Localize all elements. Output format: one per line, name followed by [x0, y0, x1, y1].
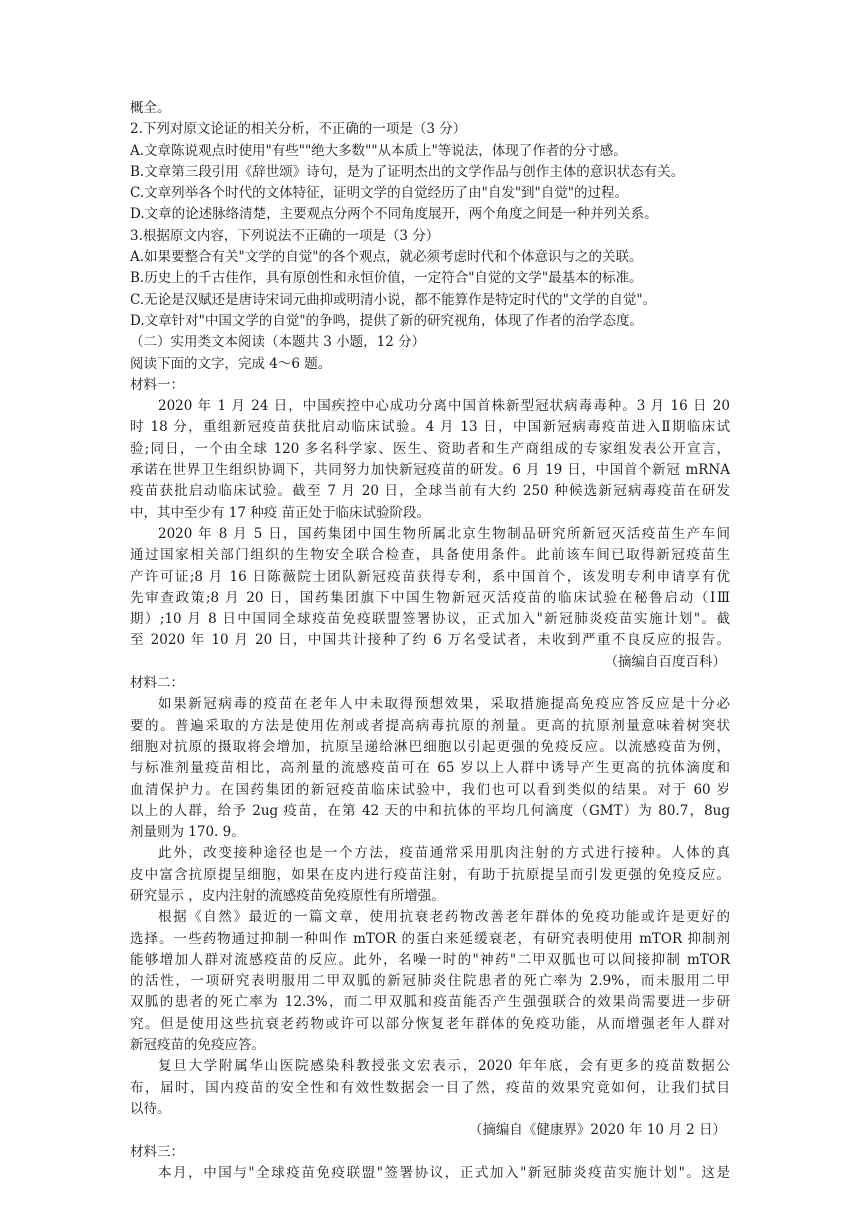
text-line: 如果新冠病毒的疫苗在老年人中未取得预想效果，采取措施提高免疫应答反应是十分必 — [158, 696, 730, 713]
text-line: 新冠疫苗的免疫应答。 — [130, 1037, 265, 1054]
text-line: 选择。一些药物通过抑制一种叫作 mTOR 的蛋白来延缓衰老，有研究表明使用 mTOR 抑制剂 — [130, 930, 730, 947]
text-line: 双胍的患者的死亡率为 12.3%，而二甲双胍和疫苗能否产生强强联合的效果尚需要进一步研 — [130, 994, 730, 1011]
text-line: 此外，改变接种途径也是一个方法，疫苗通常采用肌肉注射的方式进行接种。人体的真 — [158, 845, 730, 862]
text-line: 究。但是使用这些抗衰老药物或许可以部分恢复老年群体的免疫功能，从而增强老年人群对 — [130, 1015, 730, 1032]
text-line: A.如果要整合有关"文学的自觉"的各个观点，就必须考虑时代和个体意识与之的关联。 — [130, 249, 643, 266]
text-line: 先审查政策;8 月 20 日，国药集团旗下中国生物新冠灭活疫苗的临床试验在秘鲁启动（IⅢ — [130, 589, 730, 606]
text-line: 剂量则为 170. 9。 — [130, 824, 245, 841]
text-line: （摘编自《健康界》2020 年 10 月 2 日） — [468, 1122, 726, 1139]
text-line: A.文章陈说观点时使用"有些""绝大多数""从本质上"等说法，体现了作者的分寸感。 — [130, 142, 627, 159]
text-line: 产许可证;8 月 16 日陈薇院士团队新冠疫苗获得专利，系中国首个，该发明专利申请享有优 — [130, 568, 730, 585]
document-page — [130, 98, 730, 1184]
text-line: 以上的人群，给予 2ug 疫苗，在第 42 天的中和抗体的平均几何滴度（GMT）为 80.7，8ug — [130, 802, 730, 819]
text-line: 皮中富含抗原提呈细胞，如果在皮内进行疫苗注射，有助于抗原提呈而引发更强的免疫反应。 — [130, 866, 730, 883]
text-line: 时 18 分，重组新冠疫苗获批启动临床试验。4 月 13 日，中国新冠病毒疫苗进入Ⅱ期临床试 — [130, 419, 730, 436]
text-line: 疫苗获批启动临床试验。截至 7 月 20 日，全球当前有大约 250 种候选新冠病毒疫苗在研发 — [130, 483, 730, 500]
text-line: 根据《自然》最近的一篇文章，使用抗衰老药物改善老年群体的免疫功能或许是更好的 — [158, 909, 730, 926]
text-line: C.无论是汉赋还是唐诗宋词元曲抑或明清小说，都不能算作是特定时代的"文学的自觉"。 — [130, 291, 657, 308]
text-line: C.文章列举各个时代的文体特征，证明文学的自觉经历了由"自发"到"自觉"的过程。 — [130, 185, 628, 202]
text-line: 2.下列对原文论证的相关分析，不正确的一项是（3 分） — [130, 121, 467, 138]
text-line: 至 2020 年 10 月 20 日，中国共计接种了约 6 万名受试者，未收到严重不良反应的报告。 — [130, 632, 730, 649]
text-line: 期）;10 月 8 日中国同全球疫苗免疫联盟签署协议，正式加入"新冠肺炎疫苗实施计划"。截 — [130, 611, 730, 628]
text-line: 阅读下面的文字，完成 4～6 题。 — [130, 355, 332, 372]
text-line: 承诺在世界卫生组织协调下，共同努力加快新冠疫苗的研发。6 月 19 日，中国首个新冠 mRNA — [130, 462, 730, 479]
text-line: 验;同日，一个由全球 120 多名科学家、医生、资助者和生产商组成的专家组发表公开宣言， — [130, 440, 730, 457]
text-line: 本月，中国与"全球疫苗免疫联盟"签署协议，正式加入"新冠肺炎疫苗实施计划"。这是 — [158, 1164, 730, 1181]
text-line: 以待。 — [130, 1100, 171, 1117]
text-line: 复旦大学附属华山医院感染科教授张文宏表示，2020 年年底，会有更多的疫苗数据公 — [158, 1058, 730, 1075]
text-line: 布，届时，国内疫苗的安全性和有效性数据会一目了然，疫苗的效果究竟如何，让我们拭目 — [130, 1079, 730, 1096]
text-line: 3.根据原文内容，下列说法不正确的一项是（3 分） — [130, 227, 440, 244]
text-line: 通过国家相关部门组织的生物安全联合检查，具备使用条件。此前该车间已取得新冠疫苗生 — [130, 547, 730, 564]
text-line: 材料一： — [130, 376, 184, 393]
text-line: 与标准剂量疫苗相比，高剂量的流感疫苗可在 65 岁以上人群中诱导产生更高的抗体滴度和 — [130, 760, 730, 777]
text-line: 2020 年 1 月 24 日，中国疾控中心成功分离中国首株新型冠状病毒毒种。3 月 16 日 20 — [158, 398, 730, 415]
text-line: D.文章针对"中国文学的自觉"的争鸣，提供了新的研究视角，体现了作者的治学态度。 — [130, 312, 644, 329]
text-line: 的活性，一项研究表明服用二甲双胍的新冠肺炎住院患者的死亡率为 2.9%，而未服用二甲 — [130, 973, 730, 990]
text-line: 材料三： — [130, 1143, 184, 1160]
text-line: 要的。普遍采取的方法是使用佐剂或者提高病毒抗原的剂量。更高的抗原剂量意味着树突状 — [130, 717, 730, 734]
text-line: 中，其中至少有 17 种疫 苗正处于临床试验阶段。 — [130, 504, 431, 521]
text-line: 血清保护力。在国药集团的新冠疫苗临床试验中，我们也可以看到类似的结果。对于 60 岁 — [130, 781, 730, 798]
text-line: （二）实用类文本阅读（本题共 3 小题，12 分） — [130, 334, 426, 351]
text-line: 细胞对抗原的摄取将会增加，抗原呈递给淋巴细胞以引起更强的免疫反应。以流感疫苗为例， — [130, 738, 730, 755]
text-line: B.历史上的千古佳作，具有原创性和永恒价值，一定符合"自觉的文学"最基本的标准。 — [130, 270, 643, 287]
text-line: 2020 年 8 月 5 日，国药集团中国生物所属北京生物制品研究所新冠灭活疫苗生产车间 — [158, 525, 730, 542]
text-line: 研究显示 ，皮内注射的流感疫苗免疫原性有所增强。 — [130, 887, 445, 904]
text-line: 材料二： — [130, 675, 184, 692]
text-line: （摘编自百度百科） — [604, 653, 726, 670]
text-line: 概全。 — [130, 100, 171, 116]
text-line: 能够增加人群对流感疫苗的反应。此外，名噪一时的"神药"二甲双胍也可以间接抑制 mTOR — [130, 951, 730, 968]
text-line: D.文章的论述脉络清楚，主要观点分两个不同角度展开，两个角度之间是一种并列关系。 — [130, 206, 658, 223]
text-line: B.文章第三段引用《辞世颂》诗句，是为了证明杰出的文学作品与创作主体的意识状态有关。 — [130, 163, 685, 180]
